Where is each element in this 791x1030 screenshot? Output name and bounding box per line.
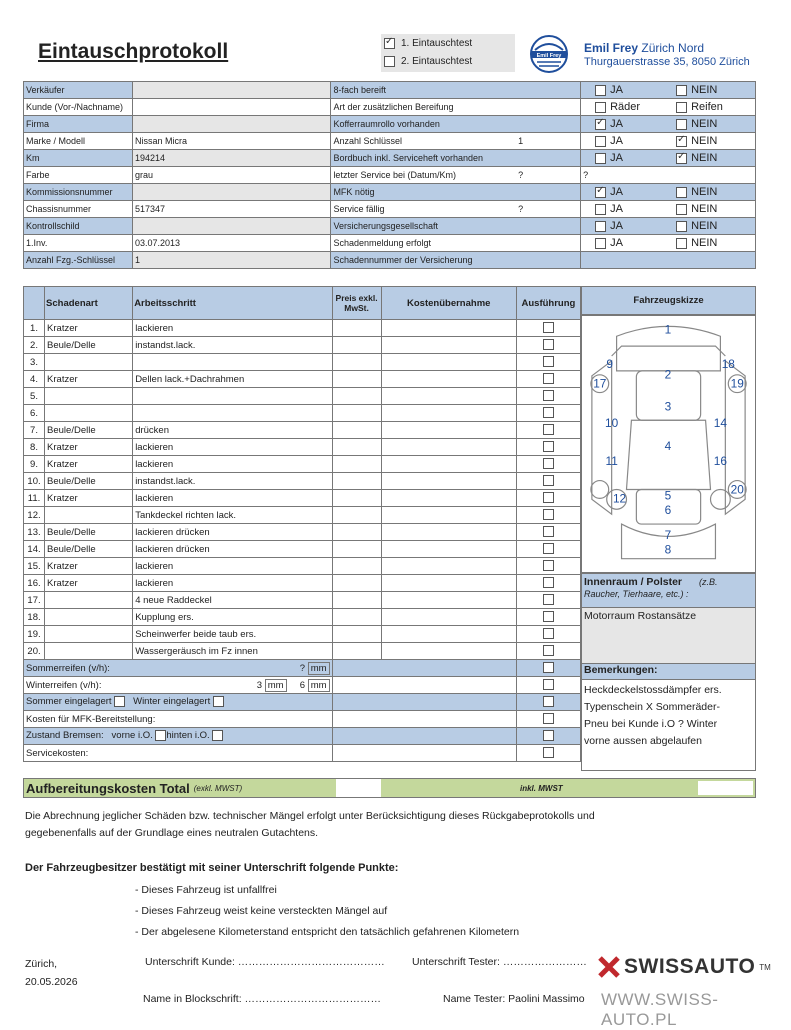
ausf-checkbox[interactable] — [543, 594, 554, 605]
damage-art[interactable]: Kratzer — [45, 439, 133, 456]
damage-kosten[interactable] — [381, 592, 516, 609]
damage-number: 2. — [24, 337, 45, 354]
damage-arbeit[interactable]: lackieren — [133, 456, 332, 473]
damage-arbeit[interactable]: instandst.lack. — [133, 337, 332, 354]
damage-arbeit[interactable]: lackieren drücken — [133, 541, 332, 558]
damage-arbeit[interactable]: Tankdeckel richten lack. — [133, 507, 332, 524]
damage-row — [24, 456, 581, 473]
winter-eingelagert-checkbox[interactable] — [213, 696, 224, 707]
vehicle-label: Kommissionsnummer — [24, 184, 133, 201]
ausf-checkbox[interactable] — [543, 458, 554, 469]
vehicle-value[interactable]: 1 — [132, 252, 330, 269]
damage-number: 13. — [24, 524, 45, 541]
choice-a-checkbox[interactable] — [595, 238, 606, 249]
damage-preis[interactable] — [332, 490, 381, 507]
damage-art[interactable] — [45, 592, 133, 609]
vehicle-choice: JA NEIN — [581, 218, 756, 235]
damage-preis[interactable] — [332, 626, 381, 643]
damage-number: 3. — [24, 354, 45, 371]
damage-number: 14. — [24, 541, 45, 558]
damage-row — [24, 609, 581, 626]
damage-arbeit[interactable]: lackieren — [133, 558, 332, 575]
vehicle-label: Chassisnummer — [24, 201, 133, 218]
test-selector — [381, 34, 515, 72]
page-title: Eintauschprotokoll — [38, 40, 229, 63]
vehicle-value[interactable] — [132, 82, 330, 99]
damage-preis[interactable] — [332, 507, 381, 524]
vehicle-row — [24, 167, 756, 184]
damage-row — [24, 337, 581, 354]
sig-tester[interactable]: Unterschrift Tester: …………………… — [412, 956, 587, 968]
damage-number: 11. — [24, 490, 45, 507]
ausf-checkbox[interactable] — [543, 577, 554, 588]
ausf-checkbox[interactable] — [543, 696, 554, 707]
damage-kosten[interactable] — [381, 473, 516, 490]
vehicle-right-label: Art der zusätzlichen Bereifung — [331, 99, 581, 116]
vehicle-value[interactable] — [132, 184, 330, 201]
vehicle-choice — [581, 252, 756, 269]
damage-row — [24, 643, 581, 660]
bemerkungen-field[interactable] — [582, 680, 755, 752]
sketch-zone-number: 10 — [605, 416, 619, 431]
ausf-checkbox[interactable] — [543, 662, 554, 673]
vehicle-sketch — [581, 315, 756, 573]
damage-arbeit[interactable] — [133, 405, 332, 422]
dealer-address: Thurgauerstrasse 35, 8050 Zürich — [584, 56, 750, 68]
damage-art[interactable] — [45, 609, 133, 626]
ausf-checkbox[interactable] — [543, 390, 554, 401]
damage-arbeit[interactable] — [133, 388, 332, 405]
choice-b-checkbox[interactable] — [676, 85, 687, 96]
damage-kosten[interactable] — [381, 626, 516, 643]
vehicle-label: Km — [24, 150, 133, 167]
vehicle-right-label: letzter Service bei (Datum/Km) ? — [331, 167, 581, 184]
damage-art[interactable]: Beule/Delle — [45, 524, 133, 541]
swissauto-watermark: SWISSAUTO TM — [598, 955, 771, 979]
vehicle-right-label: Kofferraumrollo vorhanden — [331, 116, 581, 133]
damage-arbeit[interactable] — [133, 354, 332, 371]
choice-b-checkbox[interactable] — [676, 204, 687, 215]
vehicle-info-table — [23, 81, 756, 269]
choice-a-checkbox[interactable] — [595, 221, 606, 232]
damage-preis[interactable] — [332, 371, 381, 388]
sketch-zone-number: 6 — [664, 503, 672, 518]
damage-kosten[interactable] — [381, 643, 516, 660]
confirm-heading: Der Fahrzeugbesitzer bestätigt mit seiner Unterschrift folgende Punkte: — [25, 862, 399, 874]
total-label: Aufbereitungskosten Total — [26, 780, 190, 796]
ausf-checkbox[interactable] — [543, 679, 554, 690]
vehicle-value[interactable] — [132, 218, 330, 235]
damage-arbeit[interactable]: lackieren drücken — [133, 524, 332, 541]
col-schadenart: Schadenart — [45, 287, 133, 320]
sketch-zone-number: 11 — [605, 453, 618, 468]
damage-art[interactable]: Beule/Delle — [45, 541, 133, 558]
sketch-zone-number: 3 — [664, 399, 672, 414]
vehicle-row — [24, 201, 756, 218]
damage-preis[interactable] — [332, 592, 381, 609]
ausf-checkbox[interactable] — [543, 543, 554, 554]
damage-art[interactable] — [45, 507, 133, 524]
vehicle-right-label: Anzahl Schlüssel 1 — [331, 133, 581, 150]
block-name[interactable]: Name in Blockschrift: ………………………………… — [143, 993, 382, 1005]
damage-kosten[interactable] — [381, 456, 516, 473]
damage-number: 18. — [24, 609, 45, 626]
sketch-zone-number: 7 — [664, 527, 672, 542]
vehicle-value[interactable] — [132, 99, 330, 116]
vehicle-right-label: Versicherungsgesellschaft — [331, 218, 581, 235]
choice-a-checkbox[interactable] — [595, 136, 606, 147]
damage-arbeit[interactable]: lackieren — [133, 490, 332, 507]
choice-a-checkbox[interactable] — [595, 187, 606, 198]
test1-checkbox[interactable] — [384, 38, 395, 49]
vehicle-choice: ? — [581, 167, 756, 184]
col-preis: Preis exkl. MwSt. — [332, 287, 381, 320]
ausf-checkbox[interactable] — [543, 407, 554, 418]
damage-kosten[interactable] — [381, 388, 516, 405]
choice-a-checkbox[interactable] — [595, 204, 606, 215]
damage-arbeit[interactable]: Wassergeräusch im Fz innen — [133, 643, 332, 660]
choice-b-checkbox[interactable] — [676, 221, 687, 232]
col-arbeitsschritt: Arbeitsschritt — [133, 287, 332, 320]
damage-row — [24, 541, 581, 558]
ausf-checkbox[interactable] — [543, 747, 554, 758]
damage-number: 5. — [24, 388, 45, 405]
sommer-eingelagert-label: Sommer eingelagert — [26, 696, 112, 708]
damage-arbeit[interactable]: Dellen lack.+Dachrahmen — [133, 371, 332, 388]
damage-kosten[interactable] — [381, 507, 516, 524]
confirm-point: - Dieses Fahrzeug weist keine versteckten Mängel auf — [135, 905, 388, 917]
damage-art[interactable]: Kratzer — [45, 575, 133, 592]
choice-b-checkbox[interactable] — [676, 102, 687, 113]
swissauto-cross-icon — [598, 956, 620, 978]
logo-text: Emil Frey — [536, 53, 562, 59]
damage-kosten[interactable] — [381, 439, 516, 456]
col-fahrzeugskizze: Fahrzeugskizze — [581, 286, 756, 315]
damage-art[interactable] — [45, 626, 133, 643]
test2-label: 2. Eintauschtest — [401, 56, 473, 67]
footer-note: Die Abrechnung jeglicher Schäden bzw. technischer Mängel erfolgt unter Berücksichtigung dieses Rückgabeprotokolls und gegebenenfalls auf der Grundlage eines neutralen Gutachtens. — [25, 810, 595, 839]
choice-b-checkbox[interactable] — [676, 136, 687, 147]
ausf-checkbox[interactable] — [543, 628, 554, 639]
damage-number: 1. — [24, 320, 45, 337]
damage-kosten[interactable] — [381, 422, 516, 439]
ausf-checkbox[interactable] — [543, 441, 554, 452]
bemerkung-line: Typenschein X Sommeräder- — [584, 701, 720, 713]
vehicle-right-label: Schadenmeldung erfolgt — [331, 235, 581, 252]
vehicle-choice: Räder Reifen — [581, 99, 756, 116]
vehicle-label: Kunde (Vor-/Nachname) — [24, 99, 133, 116]
damage-kosten[interactable] — [381, 575, 516, 592]
ausf-checkbox[interactable] — [543, 713, 554, 724]
ausf-checkbox[interactable] — [543, 611, 554, 622]
damage-number: 7. — [24, 422, 45, 439]
sketch-zone-number: 19 — [730, 376, 744, 391]
innen-label: Innenraum / Polster — [584, 576, 683, 588]
confirm-point: - Dieses Fahrzeug ist unfallfrei — [135, 884, 277, 896]
vehicle-row — [24, 99, 756, 116]
damage-kosten[interactable] — [381, 337, 516, 354]
damage-art[interactable] — [45, 405, 133, 422]
damage-arbeit[interactable]: drücken — [133, 422, 332, 439]
sketch-zone-number: 12 — [612, 491, 627, 506]
vehicle-right-label: Bordbuch inkl. Serviceheft vorhanden — [331, 150, 581, 167]
damage-arbeit[interactable]: lackieren — [133, 575, 332, 592]
winter-label: Winterreifen (v/h): — [26, 679, 102, 691]
sommer-values: ? mm — [300, 663, 330, 674]
vehicle-row — [24, 133, 756, 150]
sketch-zone-number: 2 — [664, 367, 672, 382]
servicekosten-label: Servicekosten: — [24, 745, 333, 762]
total-preis-field[interactable] — [336, 779, 381, 797]
damage-art[interactable] — [45, 643, 133, 660]
damage-kosten[interactable] — [381, 558, 516, 575]
damage-preis[interactable] — [332, 575, 381, 592]
damage-art[interactable] — [45, 388, 133, 405]
vehicle-value[interactable]: 03.07.2013 — [132, 235, 330, 252]
damage-preis[interactable] — [332, 456, 381, 473]
ausf-checkbox[interactable] — [543, 526, 554, 537]
sketch-zone-number: 16 — [713, 453, 728, 468]
ausf-checkbox[interactable] — [543, 373, 554, 384]
vehicle-label: Farbe — [24, 167, 133, 184]
bemerkung-line: Heckdeckelstossdämpfer ers. — [584, 684, 722, 696]
vehicle-label: Firma — [24, 116, 133, 133]
ausf-checkbox[interactable] — [543, 645, 554, 656]
damage-kosten[interactable] — [381, 490, 516, 507]
sketch-zone-number: 5 — [664, 488, 672, 503]
damage-row — [24, 422, 581, 439]
damage-arbeit[interactable]: 4 neue Raddeckel — [133, 592, 332, 609]
sommer-eingelagert-checkbox[interactable] — [114, 696, 125, 707]
damage-art[interactable]: Beule/Delle — [45, 473, 133, 490]
vehicle-row — [24, 184, 756, 201]
ausf-checkbox[interactable] — [543, 509, 554, 520]
damage-kosten[interactable] — [381, 371, 516, 388]
damage-art[interactable]: Kratzer — [45, 490, 133, 507]
damage-row — [24, 524, 581, 541]
vehicle-row — [24, 116, 756, 133]
tester-name: Name Tester: Paolini Massimo — [443, 993, 585, 1005]
damage-arbeit[interactable]: lackieren — [133, 320, 332, 337]
right-panel: Innenraum / Polster (z.B. Raucher, Tierhaare, etc.) : Motorraum Rostansätze Bemerkungen: Heckdeckelstossdämpfer ers. Typenschein X Sommeräder- Pneu bei Kunde i.O ? Winter vorne aussen abgelaufen — [581, 573, 756, 771]
col-ausfuehrung: Ausführung — [516, 287, 580, 320]
damage-row — [24, 575, 581, 592]
vehicle-right-label: MFK nötig — [331, 184, 581, 201]
damage-number: 19. — [24, 626, 45, 643]
choice-b-checkbox[interactable] — [676, 187, 687, 198]
vehicle-label: Kontrollschild — [24, 218, 133, 235]
damage-art[interactable]: Kratzer — [45, 371, 133, 388]
damage-row — [24, 626, 581, 643]
vehicle-row — [24, 252, 756, 269]
damage-row — [24, 388, 581, 405]
sketch-zone-number: 9 — [606, 356, 613, 371]
damage-number: 20. — [24, 643, 45, 660]
total-inkl-field[interactable] — [698, 781, 753, 795]
vehicle-choice: JA NEIN — [581, 82, 756, 99]
choice-a-checkbox[interactable] — [595, 119, 606, 130]
sketch-zone-number: 20 — [730, 482, 744, 497]
vehicle-label: Anzahl Fzg.-Schlüssel — [24, 252, 133, 269]
damage-preis[interactable] — [332, 337, 381, 354]
ausf-checkbox[interactable] — [543, 492, 554, 503]
damage-row — [24, 354, 581, 371]
confirm-point: - Der abgelesene Kilometerstand entspricht den tatsächlich gefahrenen Kilometern — [135, 926, 520, 938]
confirm-points — [135, 880, 519, 943]
vehicle-value[interactable]: 517347 — [132, 201, 330, 218]
vehicle-row — [24, 218, 756, 235]
damage-preis[interactable] — [332, 558, 381, 575]
vehicle-value[interactable]: Nissan Micra — [132, 133, 330, 150]
choice-b-checkbox[interactable] — [676, 153, 687, 164]
sketch-zone-number: 8 — [664, 542, 672, 557]
ausf-checkbox[interactable] — [543, 322, 554, 333]
vehicle-choice: JA ✓ NEIN — [581, 150, 756, 167]
sig-kunde[interactable]: Unterschrift Kunde: …………………………………… — [145, 956, 385, 968]
bremsen-label: Zustand Bremsen: — [26, 730, 104, 742]
damage-preis[interactable] — [332, 643, 381, 660]
vehicle-choice: JA NEIN — [581, 201, 756, 218]
vehicle-row — [24, 235, 756, 252]
damage-kosten[interactable] — [381, 320, 516, 337]
vehicle-value[interactable]: 194214 — [132, 150, 330, 167]
damage-preis[interactable] — [332, 609, 381, 626]
sketch-zone-number: 14 — [713, 416, 728, 431]
place-date: Zürich, 20.05.2026 — [25, 958, 78, 988]
damage-number: 10. — [24, 473, 45, 490]
damage-row — [24, 405, 581, 422]
damage-kosten[interactable] — [381, 405, 516, 422]
damage-arbeit[interactable]: Scheinwerfer beide taub ers. — [133, 626, 332, 643]
bremsen-hinten-checkbox[interactable] — [212, 730, 223, 741]
vehicle-value[interactable] — [132, 116, 330, 133]
total-row: Aufbereitungskosten Total (exkl. MWST) inkl. MWST — [23, 778, 756, 798]
vehicle-row — [24, 150, 756, 167]
damage-kosten[interactable] — [381, 354, 516, 371]
watermark-url: WWW.SWISS-AUTO.PL — [601, 990, 719, 1029]
damage-table: Schadenart Arbeitsschritt Preis exkl. MwSt. Kostenübernahme Ausführung 1. Kratzer lackieren 2. Beule/Delle instandst.lack. 3. 4. Kratzer Dellen lack.+Dachrahmen 5. 6. 7. Beule/Delle drücken 8. Kratzer lackieren 9. Kratzer lackieren 10. Beule/Delle instandst.lack. 11. Kratzer lackieren 12. Tankdeckel richten lack. 13. Beule/Delle lackieren drücken 14. Beule/Delle lackieren drücken 15. Kratzer lackieren 16. Kratzer lackieren 17. 4 neue Raddeckel 18. Kupplung ers. 19. Scheinwerfer beide taub ers. 20. Wassergeräusch im Fz innen Sommerreifen (v/h): ? mm Winterreifen (v/h): 3 mm 6 mm Sommer eingelagert Winter eingelagert Kosten für MFK-Bereitstellung: Zustand Bremsen: vorne i.O. hinten i.O. Servicekosten: — [23, 286, 581, 762]
choice-a-checkbox[interactable] — [595, 85, 606, 96]
ausf-checkbox[interactable] — [543, 560, 554, 571]
emil-frey-logo — [527, 34, 571, 74]
vehicle-label: Marke / Modell — [24, 133, 133, 150]
dealer-name: Emil Frey Zürich Nord — [584, 41, 705, 55]
ausf-checkbox[interactable] — [543, 730, 554, 741]
winter-eingelagert-label: Winter eingelagert — [133, 696, 211, 708]
mfk-kosten-label: Kosten für MFK-Bereitstellung: — [24, 711, 333, 728]
damage-art[interactable]: Beule/Delle — [45, 422, 133, 439]
damage-kosten[interactable] — [381, 524, 516, 541]
test1-label: 1. Eintauschtest — [401, 38, 473, 49]
vehicle-choice: ✓ JA NEIN — [581, 116, 756, 133]
damage-row — [24, 507, 581, 524]
bemerk-label: Bemerkungen: — [582, 664, 755, 680]
choice-a-checkbox[interactable] — [595, 102, 606, 113]
damage-art[interactable]: Kratzer — [45, 320, 133, 337]
vehicle-right-label: Schadennummer der Versicherung — [331, 252, 581, 269]
vehicle-choice: JA NEIN — [581, 235, 756, 252]
bemerkung-line: vorne aussen abgelaufen — [584, 735, 702, 747]
damage-preis[interactable] — [332, 354, 381, 371]
damage-row — [24, 320, 581, 337]
vehicle-label: Verkäufer — [24, 82, 133, 99]
damage-number: 4. — [24, 371, 45, 388]
damage-preis[interactable] — [332, 439, 381, 456]
bremsen-vorne-checkbox[interactable] — [155, 730, 166, 741]
motor-field[interactable]: Motorraum Rostansätze — [582, 608, 755, 664]
damage-kosten[interactable] — [381, 541, 516, 558]
damage-number: 6. — [24, 405, 45, 422]
vehicle-choice: JA ✓ NEIN — [581, 133, 756, 150]
damage-number: 16. — [24, 575, 45, 592]
damage-preis[interactable] — [332, 422, 381, 439]
col-kosten: Kostenübernahme — [381, 287, 516, 320]
damage-arbeit[interactable]: lackieren — [133, 439, 332, 456]
choice-b-checkbox[interactable] — [676, 238, 687, 249]
vehicle-right-label: 8-fach bereift — [331, 82, 581, 99]
vehicle-right-label: Service fällig ? — [331, 201, 581, 218]
damage-row — [24, 473, 581, 490]
bemerkung-line: Pneu bei Kunde i.O ? Winter — [584, 718, 718, 730]
test2-checkbox[interactable] — [384, 56, 395, 67]
vehicle-row — [24, 82, 756, 99]
ausf-checkbox[interactable] — [543, 424, 554, 435]
sketch-zone-number: 17 — [593, 376, 607, 391]
damage-preis[interactable] — [332, 320, 381, 337]
damage-preis[interactable] — [332, 405, 381, 422]
sommer-label: Sommerreifen (v/h): — [26, 662, 110, 674]
vehicle-label: 1.Inv. — [24, 235, 133, 252]
choice-b-checkbox[interactable] — [676, 119, 687, 130]
damage-row — [24, 592, 581, 609]
damage-number: 15. — [24, 558, 45, 575]
damage-preis[interactable] — [332, 524, 381, 541]
damage-row — [24, 439, 581, 456]
ausf-checkbox[interactable] — [543, 356, 554, 367]
damage-row — [24, 371, 581, 388]
choice-a-checkbox[interactable] — [595, 153, 606, 164]
damage-number: 17. — [24, 592, 45, 609]
damage-kosten[interactable] — [381, 609, 516, 626]
vehicle-choice: ✓ JA NEIN — [581, 184, 756, 201]
damage-arbeit[interactable]: instandst.lack. — [133, 473, 332, 490]
damage-art[interactable]: Kratzer — [45, 456, 133, 473]
damage-preis[interactable] — [332, 388, 381, 405]
ausf-checkbox[interactable] — [543, 339, 554, 350]
damage-preis[interactable] — [332, 473, 381, 490]
damage-art[interactable]: Kratzer — [45, 558, 133, 575]
damage-row — [24, 490, 581, 507]
ausf-checkbox[interactable] — [543, 475, 554, 486]
damage-number: 12. — [24, 507, 45, 524]
damage-row — [24, 558, 581, 575]
sketch-zone-number: 4 — [664, 438, 672, 453]
damage-art[interactable]: Beule/Delle — [45, 337, 133, 354]
damage-number: 8. — [24, 439, 45, 456]
damage-art[interactable] — [45, 354, 133, 371]
vehicle-value[interactable]: grau — [132, 167, 330, 184]
damage-preis[interactable] — [332, 541, 381, 558]
sketch-zone-number: 1 — [664, 322, 672, 337]
sketch-zone-number: 18 — [721, 356, 735, 371]
damage-arbeit[interactable]: Kupplung ers. — [133, 609, 332, 626]
damage-number: 9. — [24, 456, 45, 473]
